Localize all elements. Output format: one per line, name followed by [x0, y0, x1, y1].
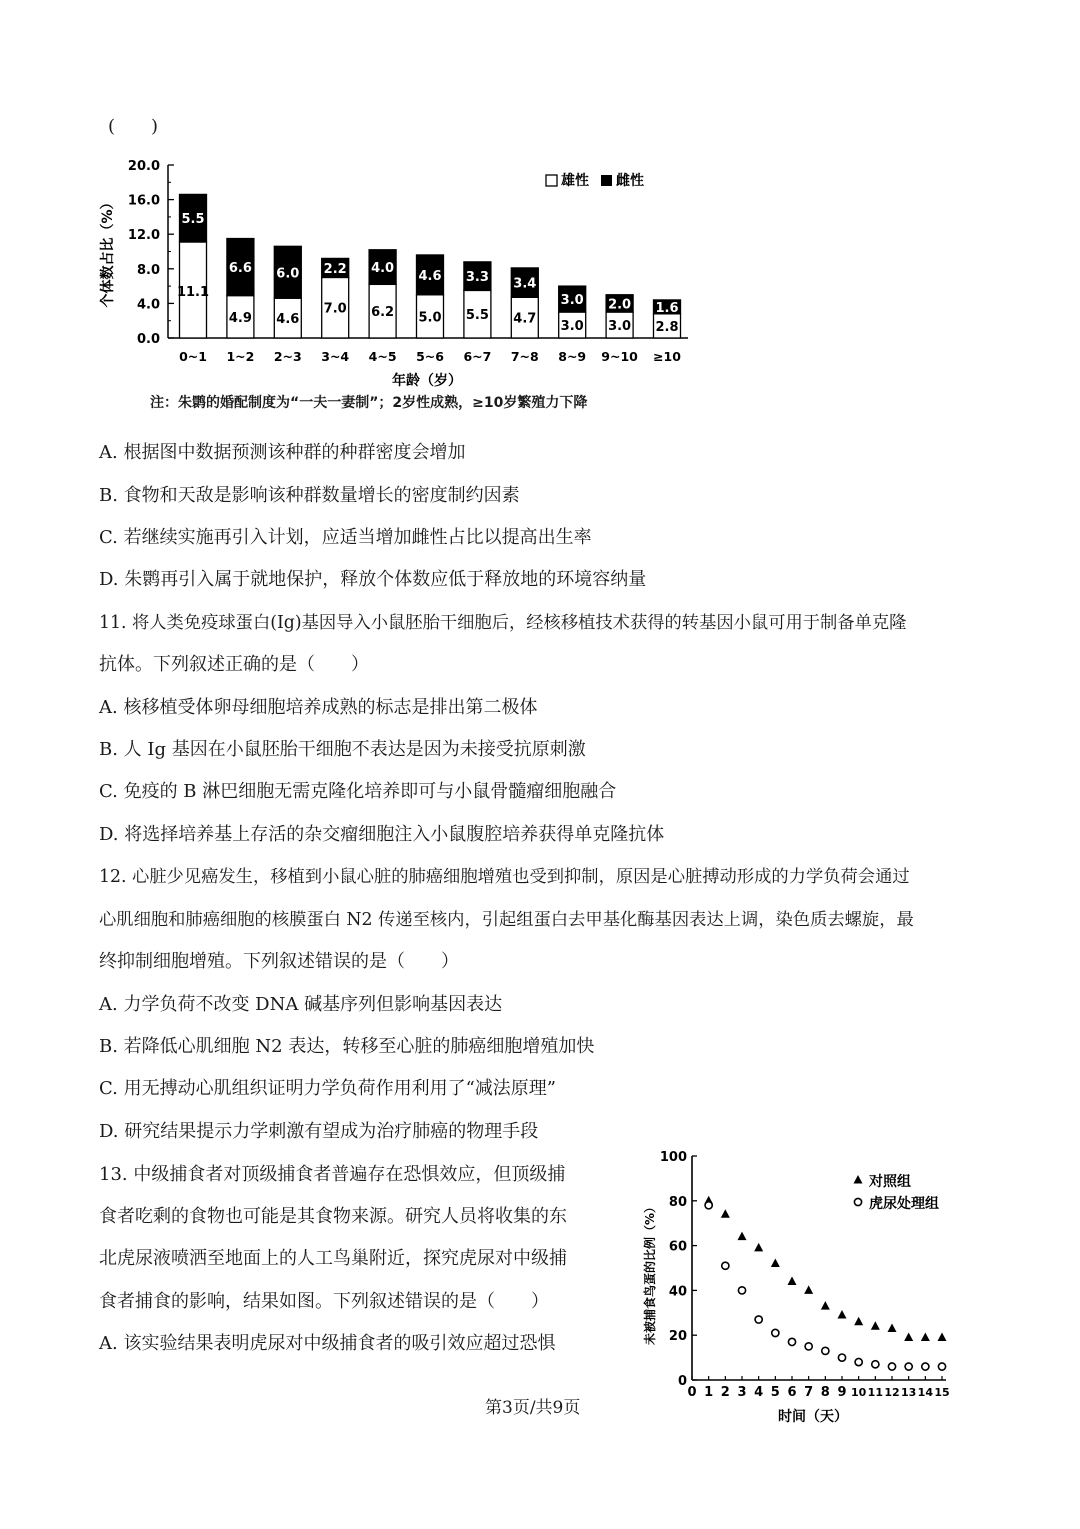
x-tick-label: 2~3 [273, 349, 302, 364]
chart1-legend [546, 172, 644, 189]
y-tick-label: 4.0 [136, 297, 160, 313]
bar-label-male: 4.6 [276, 312, 300, 328]
bar-label-male: 5.5 [465, 308, 489, 324]
legend-control-label: 对照组 [869, 1174, 911, 1190]
y-tick-label: 0.0 [136, 332, 160, 347]
question-13-stem-3: 北虎尿液喷洒至地面上的人工鸟巢附近，探究虎尿对中级捕 [99, 1248, 567, 1269]
question-12-stem: 12. 心脏少见癌发生，移植到小鼠心脏的肺癌细胞增殖也受到抑制，原因是心脏搏动形成的力学负荷会通过 [99, 867, 910, 887]
point-tiger-urine [888, 1363, 895, 1370]
x-axis-label: 年龄（岁） [392, 373, 462, 389]
legend-male-label: 雄性 [561, 173, 589, 189]
bar-label-male: 5.0 [418, 310, 442, 326]
option-11-b[interactable]: B. 人 Ig 基因在小鼠胚胎干细胞不表达是因为未接受抗原刺激 [99, 739, 586, 760]
option-11-a[interactable]: A. 核移植受体卵母细胞培养成熟的标志是排出第二极体 [99, 697, 538, 718]
point-tiger-urine [905, 1363, 912, 1370]
y-tick-label: 80 [668, 1194, 687, 1210]
question-13-stem-1: 13. 中级捕食者对顶级捕食者普遍存在恐惧效应，但顶级捕 [99, 1164, 566, 1185]
point-control [888, 1323, 897, 1332]
x-tick-label: 1~2 [226, 349, 255, 364]
x-tick-label: 9~10 [601, 349, 638, 364]
y-tick-label: 20 [668, 1329, 687, 1345]
point-tiger-urine [805, 1343, 812, 1350]
point-control [754, 1243, 763, 1252]
legend-male-swatch [546, 175, 557, 186]
bar-label-female: 6.6 [228, 261, 252, 277]
bar-label-female: 4.6 [418, 268, 442, 284]
x-tick-label: 6~7 [463, 349, 492, 364]
x-tick-label: 0~1 [179, 349, 207, 364]
point-control [904, 1332, 913, 1341]
option-11-d[interactable]: D. 将选择培养基上存活的杂交瘤细胞注入小鼠腹腔培养获得单克隆抗体 [99, 824, 665, 845]
option-10-b[interactable]: B. 食物和天敌是影响该种群数量增长的密度制约因素 [99, 485, 520, 506]
x-tick-label: 5~6 [416, 349, 444, 364]
bar-label-male: 2.8 [655, 319, 679, 335]
bar-label-female: 2.2 [323, 261, 347, 277]
bar-label-male: 4.7 [513, 311, 537, 327]
point-tiger-urine [705, 1202, 712, 1209]
legend-female-swatch [601, 175, 612, 186]
y-tick-label: 0 [677, 1374, 687, 1389]
bar-label-female: 1.6 [655, 300, 679, 316]
point-control [854, 1317, 863, 1326]
question-12-stem-end: 终抑制细胞增殖。下列叙述错误的是（ ） [99, 951, 459, 972]
bar-label-male: 11.1 [176, 285, 210, 300]
point-tiger-urine [855, 1358, 862, 1365]
bar-label-female: 2.0 [608, 297, 632, 313]
option-12-c[interactable]: C. 用无搏动心肌组织证明力学负荷作用利用了“减法原理” [99, 1078, 556, 1099]
option-12-b[interactable]: B. 若降低心肌细胞 N2 表达，转移至心脏的肺癌细胞增殖加快 [99, 1036, 595, 1057]
x-tick-label: 3~4 [321, 349, 350, 364]
x-tick-label: 1 [704, 1385, 714, 1400]
x-tick-label: 5 [770, 1385, 780, 1400]
question-11-stem-cont: 抗体。下列叙述正确的是（ ） [99, 654, 369, 675]
x-tick-label: 9 [837, 1385, 847, 1400]
y-axis-label: 未被捕食鸟蛋的比例（%） [643, 1200, 657, 1346]
y-tick-label: 20.0 [127, 159, 160, 174]
chart1-note: 注：朱鹮的婚配制度为“一夫一妻制”；2岁性成熟，≥10岁繁殖力下降 [150, 395, 588, 411]
x-tick-label: ≥10 [653, 349, 681, 364]
question-13-stem-2: 食者吃剩的食物也可能是其食物来源。研究人员将收集的东 [99, 1206, 567, 1227]
point-tiger-urine [822, 1347, 829, 1354]
bar-label-female: 6.0 [276, 266, 300, 282]
page-footer: 第3页/共9页 [485, 1398, 581, 1418]
point-tiger-urine [722, 1262, 729, 1269]
bar-label-male: 7.0 [323, 301, 347, 317]
bar-label-male: 3.0 [608, 319, 632, 335]
point-control [871, 1321, 880, 1330]
point-control [771, 1259, 780, 1268]
x-tick-label: 8~9 [558, 349, 587, 364]
x-tick-label: 6 [787, 1385, 797, 1400]
bar-label-male: 4.9 [228, 310, 252, 326]
x-tick-label: 11 [867, 1386, 883, 1399]
point-control [804, 1285, 813, 1294]
x-tick-label: 15 [934, 1386, 950, 1399]
x-tick-label: 8 [820, 1385, 830, 1400]
tiger-urine-scatter-chart [640, 1145, 970, 1430]
point-tiger-urine [788, 1338, 795, 1345]
point-tiger-urine [872, 1361, 879, 1368]
x-tick-label: 3 [737, 1385, 747, 1400]
x-axis-label: 时间（天） [778, 1409, 848, 1425]
legend-control-marker [854, 1175, 863, 1184]
bar-label-female: 5.5 [181, 212, 205, 228]
bar-label-female: 4.0 [371, 261, 395, 277]
point-tiger-urine [838, 1354, 845, 1361]
point-tiger-urine [922, 1363, 929, 1370]
bar-label-male: 6.2 [371, 305, 395, 321]
y-tick-label: 16.0 [127, 193, 160, 209]
x-tick-label: 12 [884, 1386, 900, 1399]
x-tick-label: 0 [687, 1385, 697, 1400]
point-control [788, 1276, 797, 1285]
answer-paren: ( ) [108, 116, 159, 137]
x-tick-label: 7~8 [510, 349, 539, 364]
y-tick-label: 100 [659, 1150, 687, 1165]
point-control [721, 1209, 730, 1218]
point-tiger-urine [755, 1316, 762, 1323]
bar-label-female: 3.0 [560, 293, 584, 309]
legend-tiger-marker [854, 1198, 861, 1205]
y-tick-label: 8.0 [136, 262, 160, 278]
y-tick-label: 12.0 [127, 228, 160, 244]
option-10-c[interactable]: C. 若继续实施再引入计划，应适当增加雌性占比以提高出生率 [99, 527, 592, 548]
option-12-d[interactable]: D. 研究结果提示力学刺激有望成为治疗肺癌的物理手段 [99, 1121, 539, 1142]
x-tick-label: 4~5 [368, 349, 397, 364]
age-structure-bar-chart [95, 150, 715, 412]
point-control [921, 1332, 930, 1341]
point-tiger-urine [738, 1287, 745, 1294]
point-control [821, 1301, 830, 1310]
x-tick-label: 10 [851, 1386, 867, 1399]
x-tick-label: 7 [804, 1385, 814, 1400]
y-tick-label: 40 [668, 1284, 687, 1300]
point-control [838, 1310, 847, 1319]
point-control [938, 1332, 947, 1341]
bar-label-female: 3.3 [465, 270, 489, 286]
y-tick-label: 60 [668, 1239, 687, 1255]
x-tick-label: 4 [754, 1385, 764, 1400]
chart2-legend [854, 1173, 940, 1212]
legend-tiger-label: 虎尿处理组 [869, 1196, 939, 1212]
option-10-d[interactable]: D. 朱鹮再引入属于就地保护，释放个体数应低于释放地的环境容纳量 [99, 569, 647, 590]
option-12-a[interactable]: A. 力学负荷不改变 DNA 碱基序列但影响基因表达 [99, 994, 503, 1015]
option-13-a[interactable]: A. 该实验结果表明虎尿对中级捕食者的吸引效应超过恐惧 [99, 1333, 556, 1354]
bar-label-male: 3.0 [560, 319, 584, 335]
question-12-stem-cont: 心肌细胞和肺癌细胞的核膜蛋白 N2 传递至核内，引起组蛋白去甲基化酶基因表达上调，染色质去螺旋，最 [99, 910, 914, 930]
x-tick-label: 14 [917, 1386, 933, 1399]
point-tiger-urine [938, 1363, 945, 1370]
question-13-stem-4: 食者捕食的影响，结果如图。下列叙述错误的是（ ） [99, 1291, 549, 1312]
y-axis-label: 个体数占比（%） [100, 195, 116, 308]
x-tick-label: 2 [720, 1385, 730, 1400]
point-control [738, 1232, 747, 1241]
option-11-c[interactable]: C. 免疫的 B 淋巴细胞无需克隆化培养即可与小鼠骨髓瘤细胞融合 [99, 781, 617, 802]
question-11-stem: 11. 将人类免疫球蛋白(Ig)基因导入小鼠胚胎干细胞后，经核移植技术获得的转基因小鼠可用于制备单克隆 [99, 613, 907, 633]
x-tick-label: 13 [901, 1386, 917, 1399]
point-tiger-urine [772, 1329, 779, 1336]
option-10-a[interactable]: A. 根据图中数据预测该种群的种群密度会增加 [99, 442, 466, 463]
bar-label-female: 3.4 [513, 276, 537, 292]
legend-female-label: 雌性 [616, 173, 644, 189]
